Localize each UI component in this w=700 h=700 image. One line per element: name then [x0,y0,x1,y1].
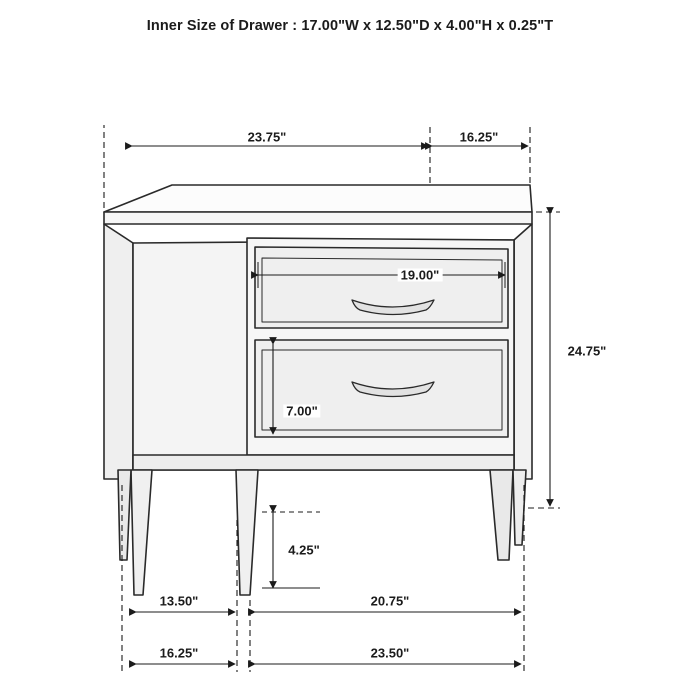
dim-bottom-right-label: 23.50" [368,647,413,660]
dim-right-height-label: 24.75" [565,345,610,358]
leg-front-left [131,470,152,595]
page-title: Inner Size of Drawer : 17.00"W x 12.50"D x 4.00"H x 0.25"T [146,18,554,34]
leg-rear-left [118,470,131,560]
dim-base-left-label: 13.50" [157,595,202,608]
dim-leg-height-label: 4.25" [285,544,322,557]
dim-top-left-label: 23.75" [245,131,290,144]
dim-base-right-label: 20.75" [368,595,413,608]
nightstand-illustration [104,185,532,595]
leg-front-right [236,470,258,595]
right-side-panel [514,224,532,479]
top-panel-front-edge [104,212,532,224]
dim-bottom-left-label: 16.25" [157,647,202,660]
left-side-panel [104,224,133,479]
dim-drawer-face-height-label: 7.00" [283,405,320,418]
dim-top-right-label: 16.25" [457,131,502,144]
dim-drawer-inner-width-label: 19.00" [398,269,443,282]
top-panel [104,185,532,212]
bottom-apron [133,455,514,470]
leg-rear-right [490,470,513,560]
